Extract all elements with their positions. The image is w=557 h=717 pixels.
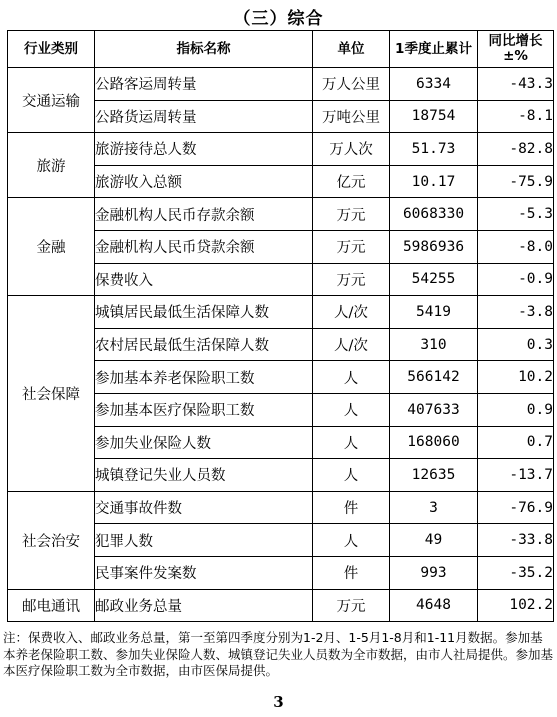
q1-value-cell: 54255 bbox=[390, 263, 478, 296]
q1-value-cell: 3 bbox=[390, 491, 478, 524]
unit-cell: 万元 bbox=[313, 198, 390, 231]
unit-cell: 人 bbox=[313, 426, 390, 459]
indicator-name-cell: 城镇居民最低生活保障人数 bbox=[95, 296, 313, 329]
q1-value-cell: 49 bbox=[390, 524, 478, 557]
unit-cell: 人 bbox=[313, 361, 390, 394]
yoy-change-cell: -8.0 bbox=[478, 230, 554, 263]
indicator-name-cell: 保费收入 bbox=[95, 263, 313, 296]
indicator-name-cell: 邮政业务总量 bbox=[95, 589, 313, 622]
header-category: 行业类别 bbox=[8, 31, 95, 68]
unit-cell: 万人次 bbox=[313, 133, 390, 166]
q1-value-cell: 51.73 bbox=[390, 133, 478, 166]
table-row bbox=[8, 491, 554, 524]
unit-cell: 万元 bbox=[313, 263, 390, 296]
unit-cell: 人/次 bbox=[313, 328, 390, 361]
q1-value-cell: 5986936 bbox=[390, 230, 478, 263]
unit-cell: 万人公里 bbox=[313, 68, 390, 101]
yoy-change-cell: -13.7 bbox=[478, 459, 554, 492]
q1-value-cell: 6334 bbox=[390, 68, 478, 101]
indicator-name-cell: 农村居民最低生活保障人数 bbox=[95, 328, 313, 361]
header-unit: 单位 bbox=[313, 31, 390, 68]
yoy-change-cell: -75.9 bbox=[478, 165, 554, 198]
indicator-name-cell: 民事案件发案数 bbox=[95, 556, 313, 589]
yoy-change-cell: -5.3 bbox=[478, 198, 554, 231]
unit-cell: 人/次 bbox=[313, 296, 390, 329]
indicator-name-cell: 犯罪人数 bbox=[95, 524, 313, 557]
yoy-change-cell: -82.8 bbox=[478, 133, 554, 166]
footnote: 注：保费收入、邮政业务总量，第一至第四季度分别为1-2月、1-5月1-8月和1-11月数据。参加基本养老保险职工数、参加失业保险人数、城镇登记失业人员数为全市数据，由市人社局提供。参加基本医疗保险职工数为全市数据，由市医保局提供。 bbox=[3, 630, 554, 678]
q1-value-cell: 6068330 bbox=[390, 198, 478, 231]
yoy-change-cell: 10.2 bbox=[478, 361, 554, 394]
q1-value-cell: 10.17 bbox=[390, 165, 478, 198]
yoy-change-cell: -8.1 bbox=[478, 100, 554, 133]
q1-value-cell: 18754 bbox=[390, 100, 478, 133]
q1-value-cell: 310 bbox=[390, 328, 478, 361]
q1-value-cell: 12635 bbox=[390, 459, 478, 492]
category-cell: 交通运输 bbox=[8, 68, 95, 133]
header-yoy-change: 同比增长±% bbox=[478, 31, 554, 68]
header-q1-cumulative: 1季度止累计 bbox=[390, 31, 478, 68]
indicator-name-cell: 金融机构人民币贷款余额 bbox=[95, 230, 313, 263]
category-cell: 社会保障 bbox=[8, 296, 95, 492]
unit-cell: 万元 bbox=[313, 230, 390, 263]
category-cell: 邮电通讯 bbox=[8, 589, 95, 622]
unit-cell: 人 bbox=[313, 393, 390, 426]
page-number: 3 bbox=[273, 693, 284, 711]
q1-value-cell: 168060 bbox=[390, 426, 478, 459]
yoy-change-cell: 0.9 bbox=[478, 393, 554, 426]
indicator-table bbox=[7, 30, 554, 622]
q1-value-cell: 407633 bbox=[390, 393, 478, 426]
indicator-name-cell: 公路客运周转量 bbox=[95, 68, 313, 101]
indicator-name-cell: 参加基本医疗保险职工数 bbox=[95, 393, 313, 426]
header-indicator: 指标名称 bbox=[95, 31, 313, 68]
indicator-name-cell: 公路货运周转量 bbox=[95, 100, 313, 133]
table-row bbox=[8, 296, 554, 329]
indicator-name-cell: 交通事故件数 bbox=[95, 491, 313, 524]
q1-value-cell: 5419 bbox=[390, 296, 478, 329]
unit-cell: 人 bbox=[313, 524, 390, 557]
q1-value-cell: 566142 bbox=[390, 361, 478, 394]
q1-value-cell: 993 bbox=[390, 556, 478, 589]
unit-cell: 件 bbox=[313, 491, 390, 524]
unit-cell: 亿元 bbox=[313, 165, 390, 198]
category-cell: 金融 bbox=[8, 198, 95, 296]
indicator-name-cell: 参加失业保险人数 bbox=[95, 426, 313, 459]
unit-cell: 人 bbox=[313, 459, 390, 492]
yoy-change-cell: 0.3 bbox=[478, 328, 554, 361]
indicator-name-cell: 旅游接待总人数 bbox=[95, 133, 313, 166]
table-row bbox=[8, 133, 554, 166]
category-cell: 社会治安 bbox=[8, 491, 95, 589]
yoy-change-cell: 0.7 bbox=[478, 426, 554, 459]
indicator-name-cell: 城镇登记失业人员数 bbox=[95, 459, 313, 492]
q1-value-cell: 4648 bbox=[390, 589, 478, 622]
unit-cell: 件 bbox=[313, 556, 390, 589]
table-row bbox=[8, 68, 554, 101]
unit-cell: 万元 bbox=[313, 589, 390, 622]
indicator-name-cell: 金融机构人民币存款余额 bbox=[95, 198, 313, 231]
yoy-change-cell: -33.8 bbox=[478, 524, 554, 557]
yoy-change-cell: -35.2 bbox=[478, 556, 554, 589]
yoy-change-cell: -3.8 bbox=[478, 296, 554, 329]
yoy-change-cell: 102.2 bbox=[478, 589, 554, 622]
yoy-change-cell: -0.9 bbox=[478, 263, 554, 296]
yoy-change-cell: -76.9 bbox=[478, 491, 554, 524]
table-row bbox=[8, 198, 554, 231]
category-cell: 旅游 bbox=[8, 133, 95, 198]
table-row bbox=[8, 589, 554, 622]
yoy-change-cell: -43.3 bbox=[478, 68, 554, 101]
indicator-name-cell: 旅游收入总额 bbox=[95, 165, 313, 198]
section-title: （三）综合 bbox=[233, 9, 324, 29]
table-header-row bbox=[8, 31, 554, 68]
unit-cell: 万吨公里 bbox=[313, 100, 390, 133]
indicator-name-cell: 参加基本养老保险职工数 bbox=[95, 361, 313, 394]
